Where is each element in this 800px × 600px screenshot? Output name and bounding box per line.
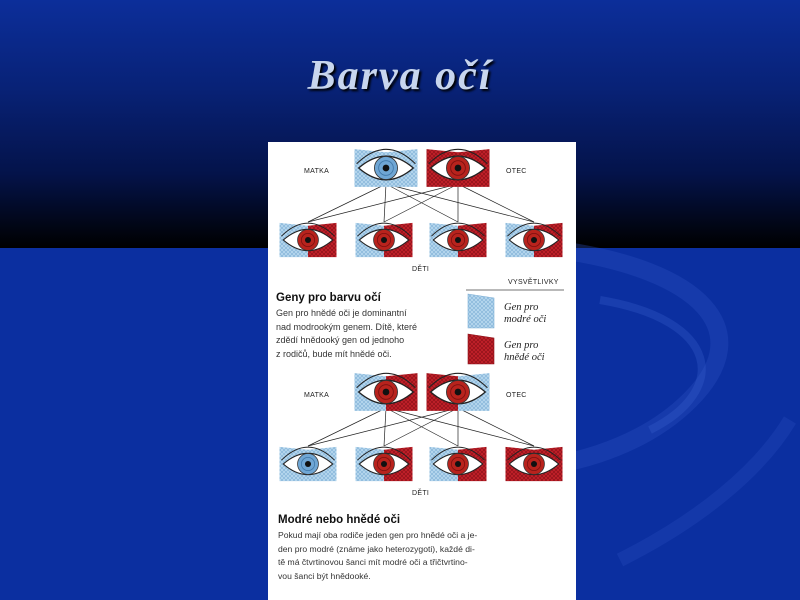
slide-title: Barva očí (307, 53, 493, 99)
bottom-parents (355, 373, 490, 411)
section1-line: z rodičů, bude mít hnědé oči. (276, 348, 392, 359)
pupil (455, 461, 461, 467)
child-eye (356, 447, 413, 481)
inheritance-line (458, 408, 534, 446)
top-father-label: OTEC (506, 168, 527, 175)
section1-text (276, 307, 466, 361)
pupil (381, 237, 387, 243)
section2-text (278, 529, 572, 583)
section2-line: den pro modré (známe jako heterozygoti), každé di- (278, 543, 475, 554)
section2-line: vou šanci být hnědooké. (278, 570, 371, 581)
section2-line: Pokud mají oba rodiče jeden gen pro hnědé oči a je- (278, 530, 478, 540)
inheritance-line (308, 184, 386, 222)
inheritance-line (386, 408, 534, 446)
top-parents (355, 149, 490, 187)
inheritance-line (308, 408, 458, 446)
top-children-label: DĚTI (412, 266, 430, 273)
section1-line: nad modrookým genem. Dítě, které (276, 321, 418, 332)
inheritance-line (308, 184, 458, 222)
bottom-children-label: DĚTI (412, 490, 430, 497)
bottom-inheritance-lines (308, 408, 534, 446)
child-eye (356, 223, 413, 257)
child-eye (280, 447, 337, 481)
section1-heading: Geny pro barvu očí (276, 292, 381, 304)
pupil (455, 237, 461, 243)
pupil (455, 389, 462, 396)
pupil (383, 389, 390, 396)
parent-eye (355, 149, 418, 187)
bottom-mother-label: MATKA (304, 392, 330, 399)
legend-brown-label (504, 340, 545, 364)
parent-eye (427, 373, 490, 411)
legend-blue-swatch (468, 294, 494, 328)
eye-color-figure (268, 142, 576, 600)
inheritance-line (308, 408, 386, 446)
top-children (280, 223, 563, 257)
inheritance-line (386, 184, 534, 222)
pupil (305, 461, 311, 467)
bottom-children (280, 447, 563, 481)
section1-line: zdědí hnědooký gen od jednoho (276, 335, 405, 345)
section1-line: Gen pro hnědé oči je dominantní (276, 308, 407, 318)
pupil (455, 165, 462, 172)
pupil (305, 237, 311, 243)
legend-title: VYSVĚTLIVKY (508, 279, 559, 286)
pupil (381, 461, 387, 467)
legend-blue-label (504, 302, 546, 326)
legend-brown-swatch (468, 334, 494, 364)
bottom-father-label: OTEC (506, 392, 527, 399)
child-eye (430, 447, 487, 481)
legend-blue-label-line1: Gen pro (504, 302, 539, 313)
pupil (531, 461, 537, 467)
pupil (383, 165, 390, 172)
legend-brown-label-line2: hnědé oči (504, 352, 545, 363)
section2-line: tě má čtvrtinovou šanci mít modré oči a třičtvrtino- (278, 557, 468, 567)
top-inheritance-lines (308, 184, 534, 222)
legend-blue-label-line2: modré oči (504, 314, 547, 325)
pupil (531, 237, 537, 243)
child-eye (506, 447, 563, 481)
parent-eye (355, 373, 418, 411)
legend-brown-label-line1: Gen pro (504, 340, 539, 351)
child-eye (430, 223, 487, 257)
section2-heading: Modré nebo hnědé oči (278, 514, 401, 526)
parent-eye (427, 149, 490, 187)
child-eye (280, 223, 337, 257)
inheritance-line (458, 184, 534, 222)
top-mother-label: MATKA (304, 168, 330, 175)
child-eye (506, 223, 563, 257)
